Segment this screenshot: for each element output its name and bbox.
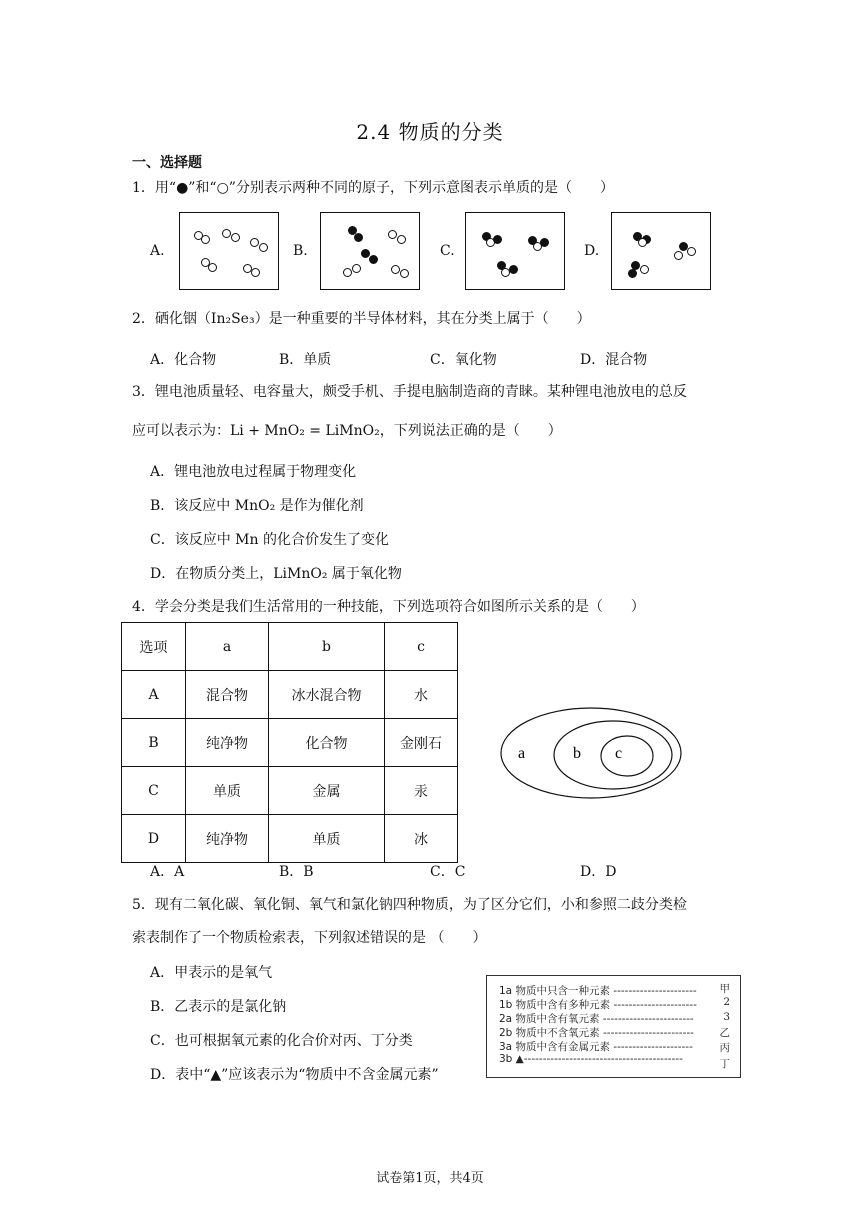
table-cell: 混合物 [186,671,269,719]
q4-stem: 4．学会分类是我们生活常用的一种技能，下列选项符合如图所示关系的是（ ） [132,599,645,615]
classification-key [486,975,741,1078]
table-row [122,671,458,719]
white-atom-icon [687,247,696,256]
table-cell: 冰 [385,815,458,863]
q1-diagram-d [611,212,711,290]
q5-option-d: D．表中“▲”应该表示为“物质中不含金属元素” [150,1067,439,1083]
table-cell: C [122,767,186,815]
page-title: 2.4 物质的分类 [356,120,504,144]
key-result: 丙 [719,1042,730,1054]
outer-ellipse-a [501,708,681,798]
inner-ellipse-c [601,736,653,776]
q4-option-d: D．D [580,864,617,880]
white-atom-icon [674,251,683,260]
key-result: 丁 [719,1058,730,1070]
black-atom-icon [540,238,549,247]
white-atom-icon [343,268,352,277]
table-header-cell: 选项 [122,623,186,671]
q3-line2 [132,421,562,441]
black-atom-icon [628,269,637,278]
q4-option-c: C．C [430,864,466,880]
white-atom-icon [222,229,231,238]
key-line: 1a 物质中只含一种元素 ---------------------- [499,985,697,997]
q2-stem-post: ）是一种重要的半导体材料，其在分类上属于（ ） [254,311,591,327]
key-line: 2a 物质中含有氧元素 ------------------------ [499,1013,694,1025]
ellipse-label-b: b [573,745,581,762]
ellipse-label-c: c [615,745,623,762]
q3-option-c: C．该反应中 Mn 的化合价发生了变化 [150,532,389,548]
table-row [122,767,458,815]
nested-ellipse-diagram [498,705,688,801]
q1-diagram-b [320,212,420,290]
q3-option-d: D．在物质分类上，LiMnO₂ 属于氧化物 [150,566,402,582]
q1-stem: 1．用“●”和“○”分别表示两种不同的原子，下列示意图表示单质的是（ ） [132,180,614,196]
table-cell: 单质 [186,767,269,815]
q2-option-b: B．单质 [279,352,332,368]
q5-option-a: A．甲表示的是氧气 [150,965,273,981]
q2-option-d: D．混合物 [580,352,648,368]
table-cell: 汞 [385,767,458,815]
table-row [122,719,458,767]
page-footer: 试卷第1页，共4页 [376,1171,484,1186]
table-cell: B [122,719,186,767]
white-atom-icon [640,265,649,274]
table-header-row [122,623,458,671]
white-atom-icon [231,233,240,242]
table-cell: 纯净物 [186,815,269,863]
key-line: 1b 物质中含有多种元素 ---------------------- [499,999,697,1011]
middle-ellipse-b [554,721,672,789]
table-header-cell: b [269,623,385,671]
white-atom-icon [400,269,409,278]
ellipse-label-a: a [518,745,526,762]
key-line: 3b ▲------------------------------------------ [499,1053,683,1065]
table-cell: 纯净物 [186,719,269,767]
white-atom-icon [250,238,259,247]
q5-option-b: B．乙表示的是氯化钠 [150,999,287,1015]
key-result: 2 [723,996,730,1008]
table-row [122,815,458,863]
table-header-cell: c [385,623,458,671]
table-cell: 金属 [269,767,385,815]
q1-label-b: B. [293,243,308,259]
key-line: 2b 物质中不含氧元素 ------------------------ [499,1027,694,1039]
q1-label-c: C. [440,243,455,259]
black-atom-icon [509,265,518,274]
white-atom-icon [388,230,397,239]
table-cell: 冰水混合物 [269,671,385,719]
q5-line2: 索表制作了一个物质检索表，下列叙述错误的是 （ ） [132,930,487,946]
white-atom-icon [208,263,217,272]
q1-diagram-a [179,212,279,290]
white-atom-icon [201,235,210,244]
q4-option-a: A．A [150,864,185,880]
white-atom-icon [352,264,361,273]
q2-option-c: C．氧化物 [430,352,497,368]
white-atom-icon [391,265,400,274]
q1-diagram-c [465,212,565,290]
q3-line1: 3．锂电池质量轻、电容量大，颇受手机、手提电脑制造商的青睐。某种锂电池放电的总反 [132,384,687,400]
white-atom-icon [251,268,260,277]
q4-option-b: B．B [279,864,314,880]
q3-line2-post: ，下列说法正确的是（ ） [379,423,562,439]
table-header-cell: a [186,623,269,671]
section-heading: 一、选择题 [132,155,202,171]
white-atom-icon [397,235,406,244]
q5-line1: 5．现有二氧化碳、氧化铜、氧气和氯化钠四种物质，为了区分它们，小和参照二歧分类检 [132,897,687,913]
table-cell: D [122,815,186,863]
q3-equation: Li + MnO₂ = LiMnO₂ [230,423,380,439]
table-cell: A [122,671,186,719]
table-cell: 化合物 [269,719,385,767]
q1-label-d: D. [584,243,600,259]
black-atom-icon [369,255,378,264]
q2-stem [132,309,591,329]
key-line: 3a 物质中含有金属元素 --------------------- [499,1041,693,1053]
table-cell: 单质 [269,815,385,863]
q3-option-b: B．该反应中 MnO₂ 是作为催化剂 [150,498,364,514]
black-atom-icon [354,233,363,242]
q3-option-a: A．锂电池放电过程属于物理变化 [150,464,357,480]
q2-stem-pre: 2．硒化铟（ [132,311,211,327]
white-atom-icon [638,238,647,247]
table-cell: 金刚石 [385,719,458,767]
q2-formula: In₂Se₃ [210,311,255,327]
white-atom-icon [259,243,268,252]
table-cell: 水 [385,671,458,719]
q4-options-table [121,622,458,863]
q5-option-c: C．也可根据氧元素的化合价对丙、丁分类 [150,1033,413,1049]
key-result: 乙 [719,1027,730,1039]
key-result: 3 [723,1011,730,1023]
black-atom-icon [493,235,502,244]
key-result: 甲 [719,983,730,995]
q2-option-a: A．化合物 [150,352,217,368]
q1-label-a: A. [150,243,165,259]
q3-line2-pre: 应可以表示为： [132,423,230,439]
